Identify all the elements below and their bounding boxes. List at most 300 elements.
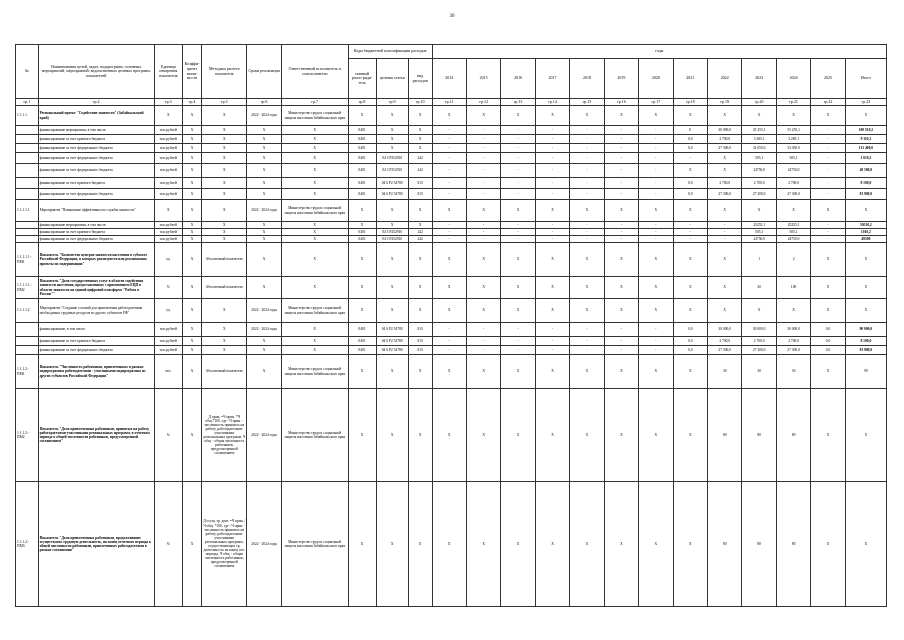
table-cell: X <box>408 482 432 607</box>
table-cell: - <box>604 189 638 200</box>
table-cell: X <box>708 299 742 323</box>
table-cell: - <box>535 164 569 178</box>
table-cell: - <box>466 189 500 200</box>
table-cell: - <box>501 189 535 200</box>
table-cell: X <box>202 106 247 126</box>
table-cell: 50510,2 <box>845 222 886 229</box>
table-cell: 04 3 P252910 <box>376 236 408 243</box>
table-cell: X <box>202 153 247 164</box>
header-year: 2014 <box>432 59 466 99</box>
table-cell: X <box>535 355 569 389</box>
column-number: гр.16 <box>604 99 638 106</box>
table-cell: 813 <box>408 346 432 355</box>
table-cell: 49500 <box>845 236 886 243</box>
table-cell: X <box>376 106 408 126</box>
table-cell: - <box>535 178 569 189</box>
table-cell: 2 700,0 <box>708 337 742 346</box>
table-cell: X <box>182 389 201 482</box>
table-cell: - <box>432 323 466 337</box>
table-cell: - <box>466 222 500 229</box>
table-cell: - <box>535 323 569 337</box>
table-cell: - <box>432 346 466 355</box>
table-cell: X <box>673 200 707 222</box>
table-cell: X <box>432 243 466 277</box>
table-cell: 0,0 <box>673 337 707 346</box>
table-cell: 242 <box>408 153 432 164</box>
table-cell: X <box>570 482 604 607</box>
table-cell: X <box>348 299 376 323</box>
table-cell: X <box>247 189 281 200</box>
table-cell: - <box>432 153 466 164</box>
table-cell: - <box>604 222 638 229</box>
row-code: 1.1.1.2.- ПМ1 <box>16 355 39 389</box>
table-cell: - <box>535 189 569 200</box>
table-cell: - <box>535 135 569 144</box>
table-cell: X <box>247 222 281 229</box>
table-cell: - <box>535 126 569 135</box>
table-cell: X <box>247 277 281 299</box>
table-cell: X <box>811 299 845 323</box>
header-year: 2017 <box>535 59 569 99</box>
table-cell: 0401 <box>348 346 376 355</box>
table-cell: 30 000,0 <box>708 126 742 135</box>
column-number: гр.22 <box>811 99 845 106</box>
table-cell: 505,1 <box>742 153 776 164</box>
table-cell: X <box>501 200 535 222</box>
table-row <box>16 144 887 153</box>
header-year: 2019 <box>604 59 638 99</box>
table-cell: тыс.рублей <box>154 222 182 229</box>
table-cell: 2022 - 2024 годы <box>247 106 281 126</box>
table-cell: X <box>673 277 707 299</box>
table-cell: 80 <box>776 482 810 607</box>
table-cell: 0401 <box>348 135 376 144</box>
table-cell: X <box>604 106 638 126</box>
table-cell: 90 <box>845 355 886 389</box>
table-cell: 27 300,0 <box>776 189 810 200</box>
table-cell: - <box>639 153 673 164</box>
table-cell: 3 285,1 <box>776 135 810 144</box>
table-cell: 242 <box>408 236 432 243</box>
table-cell: - <box>466 144 500 153</box>
column-number: гр.13 <box>501 99 535 106</box>
table-cell: - <box>604 346 638 355</box>
table-cell: X <box>811 482 845 607</box>
table-cell: 27 300,0 <box>742 189 776 200</box>
row-name: Мероприятие "Повышение эффективности службы занятости" <box>38 200 154 222</box>
table-cell: тыс.рублей <box>154 178 182 189</box>
table-cell: X <box>776 299 810 323</box>
table-cell: - <box>604 178 638 189</box>
column-number: гр.18 <box>673 99 707 106</box>
table-cell: X <box>466 389 500 482</box>
table-row <box>16 135 887 144</box>
table-cell: X <box>639 200 673 222</box>
table-cell: X <box>154 200 182 222</box>
header-year: 2020 <box>639 59 673 99</box>
table-cell: X <box>348 106 376 126</box>
header-year: 2024 <box>776 59 810 99</box>
column-number: гр.2 <box>38 99 154 106</box>
table-cell: X <box>432 355 466 389</box>
table-cell: 20 <box>742 277 776 299</box>
table-cell: Абсолютный показатель <box>202 243 247 277</box>
table-cell: X <box>376 389 408 482</box>
table-cell: X <box>348 200 376 222</box>
table-cell: X <box>811 200 845 222</box>
table-cell: - <box>535 346 569 355</box>
table-cell: - <box>466 323 500 337</box>
table-cell: X <box>742 106 776 126</box>
table-cell: X <box>466 277 500 299</box>
table-cell: X <box>202 236 247 243</box>
table-cell: - <box>432 337 466 346</box>
table-cell: X <box>639 243 673 277</box>
table-cell: - <box>639 337 673 346</box>
row-code <box>16 153 39 164</box>
table-cell: - <box>501 126 535 135</box>
table-row <box>16 277 887 299</box>
table-cell: 2 700,0 <box>742 178 776 189</box>
row-code: 1.1.1.2.- ПМ3 <box>16 482 39 607</box>
table-cell: X <box>376 277 408 299</box>
table-cell: X <box>348 355 376 389</box>
table-cell: - <box>432 135 466 144</box>
header-year: 2022 <box>708 59 742 99</box>
row-name: финансирование за счет федерального бюджета <box>38 236 154 243</box>
table-cell: - <box>501 178 535 189</box>
row-code: 1.1.1.1. <box>16 106 39 126</box>
table-cell: - <box>570 323 604 337</box>
table-cell: X <box>281 144 348 153</box>
table-cell: X <box>348 243 376 277</box>
table-cell: X <box>408 135 432 144</box>
table-cell: % <box>154 389 182 482</box>
table-cell: 0,0 <box>673 135 707 144</box>
table-cell: X <box>247 229 281 236</box>
table-cell: X <box>466 243 500 277</box>
table-cell: X <box>247 346 281 355</box>
table-cell: X <box>708 277 742 299</box>
table-header <box>16 45 887 99</box>
table-cell: 2 700,0 <box>742 337 776 346</box>
header-year: 2025 <box>811 59 845 99</box>
table-cell: X <box>639 355 673 389</box>
table-cell: X <box>501 243 535 277</box>
table-cell: - <box>604 153 638 164</box>
table-cell: X <box>466 355 500 389</box>
table-cell: X <box>281 135 348 144</box>
header-year: 2018 <box>570 59 604 99</box>
table-cell: 2 700,0 <box>708 178 742 189</box>
table-cell: - <box>570 178 604 189</box>
table-cell: 0401 <box>348 178 376 189</box>
table-cell: - <box>535 222 569 229</box>
row-name: финансирование за счет краевого бюджета <box>38 229 154 236</box>
table-cell: X <box>182 135 201 144</box>
table-cell: - <box>466 153 500 164</box>
table-cell: Д осущ. тр. деят. =Ч прин. / Ч общ. *100, где - Ч прин. - численность принятых на работу, работодателями-участниками региональных программ, осуществляющих тр. деятельность на конец отч. периода, Ч общ. - общая численность работников, предусмотренной соглашением <box>202 482 247 607</box>
table-cell: - <box>501 164 535 178</box>
column-number: гр.21 <box>776 99 810 106</box>
row-name: финансирование за счет краевого бюджета <box>38 135 154 144</box>
table-cell: X <box>408 277 432 299</box>
table-cell: 24750,0 <box>742 164 776 178</box>
table-cell: X <box>432 106 466 126</box>
table-cell: 0 <box>673 126 707 135</box>
table-cell: X <box>673 482 707 607</box>
header-year: 2016 <box>501 59 535 99</box>
table-cell: X <box>811 389 845 482</box>
table-cell: X <box>673 243 707 277</box>
column-number: гр.20 <box>742 99 776 106</box>
table-cell: 2022 - 2024 годы <box>247 200 281 222</box>
table-cell: - <box>570 164 604 178</box>
table-cell: 0401 <box>348 164 376 178</box>
table-cell: - <box>432 126 466 135</box>
table-cell: - <box>604 126 638 135</box>
table-cell: ед. <box>154 299 182 323</box>
table-cell: 27 300,0 <box>708 144 742 153</box>
table-cell: - <box>501 229 535 236</box>
table-cell: - <box>501 323 535 337</box>
table-cell: 80 <box>742 389 776 482</box>
row-name: финансирование за счет федерального бюджета <box>38 164 154 178</box>
table-row <box>16 164 887 178</box>
table-cell: - <box>811 135 845 144</box>
table-cell: - <box>639 164 673 178</box>
table-cell: X <box>247 164 281 178</box>
table-row <box>16 200 887 222</box>
table-cell: 505,1 <box>776 229 810 236</box>
table-cell: - <box>604 236 638 243</box>
table-cell: X <box>376 482 408 607</box>
table-cell: 0,0 <box>673 144 707 153</box>
table-cell: 81 900,0 <box>845 346 886 355</box>
table-cell: % <box>154 277 182 299</box>
table-cell: - <box>466 337 500 346</box>
table-cell: - <box>639 323 673 337</box>
row-name: финансирование за счет федерального бюджета <box>38 144 154 153</box>
table-cell: 813 <box>408 337 432 346</box>
table-cell: X <box>570 106 604 126</box>
table-cell: - <box>466 229 500 236</box>
table-cell: - <box>466 236 500 243</box>
column-number: гр.6 <box>247 99 281 106</box>
table-cell: - <box>639 229 673 236</box>
table-cell: X <box>182 178 201 189</box>
table-cell: - <box>570 337 604 346</box>
table-cell: X <box>570 355 604 389</box>
table-cell: X <box>432 482 466 607</box>
column-number: гр.15 <box>570 99 604 106</box>
table-cell: X <box>673 164 707 178</box>
table-cell: - <box>535 337 569 346</box>
table-cell: - <box>673 222 707 229</box>
table-cell: X <box>570 299 604 323</box>
table-cell: 2022 - 2024 годы <box>247 482 281 607</box>
table-cell: X <box>501 355 535 389</box>
table-cell: 32 050,0 <box>742 144 776 153</box>
row-name: финансирование за счет краевого бюджета <box>38 178 154 189</box>
table-cell: - <box>604 164 638 178</box>
table-cell: X <box>535 299 569 323</box>
table-cell: 0401 <box>348 229 376 236</box>
table-cell: X <box>604 299 638 323</box>
table-cell: X <box>408 144 432 153</box>
row-code <box>16 222 39 229</box>
table-cell: тыс.рублей <box>154 229 182 236</box>
row-code <box>16 323 39 337</box>
table-cell: 9 110,2 <box>845 135 886 144</box>
table-cell: 8 100,0 <box>845 178 886 189</box>
table-cell: 04 3 P252910 <box>376 153 408 164</box>
table-cell: X <box>281 178 348 189</box>
table-cell: 100 <box>776 277 810 299</box>
table-cell: - <box>570 222 604 229</box>
table-cell: Министерство труда и социальной защиты населения Забайкальского края <box>281 299 348 323</box>
table-cell: X <box>281 337 348 346</box>
table-cell: 49 500,0 <box>845 164 886 178</box>
table-cell: X <box>376 222 408 229</box>
table-cell: 0,0 <box>673 178 707 189</box>
table-cell: - <box>432 189 466 200</box>
table-cell: 30 <box>742 355 776 389</box>
table-cell: 1 <box>742 243 776 277</box>
table-cell: X <box>708 164 742 178</box>
table-cell: 24750,0 <box>776 164 810 178</box>
row-name: финансирование мероприятия, в том числе: <box>38 126 154 135</box>
table-cell: X <box>845 299 886 323</box>
row-code <box>16 229 39 236</box>
table-cell: X <box>466 200 500 222</box>
row-code <box>16 164 39 178</box>
column-number: гр.3 <box>154 99 182 106</box>
table-cell: X <box>281 346 348 355</box>
table-cell: X <box>202 135 247 144</box>
header-kbk-type: вид расходов <box>408 59 432 99</box>
table-cell: 27 300,0 <box>776 346 810 355</box>
table-cell: 2 700,0 <box>776 178 810 189</box>
table-cell: X <box>182 229 201 236</box>
table-cell: X <box>535 200 569 222</box>
table-cell: X <box>202 189 247 200</box>
table-cell: 2 700,0 <box>708 135 742 144</box>
row-code <box>16 178 39 189</box>
column-number: гр.7 <box>281 99 348 106</box>
table-cell: 8 100,0 <box>845 337 886 346</box>
table-cell: X <box>182 299 201 323</box>
column-number: гр.10 <box>408 99 432 106</box>
table-cell: - <box>466 164 500 178</box>
table-cell: 813 <box>408 178 432 189</box>
column-number: гр.1 <box>16 99 39 106</box>
table-cell: 0401 <box>348 323 376 337</box>
table-cell: X <box>247 135 281 144</box>
table-cell: X <box>182 153 201 164</box>
table-cell: - <box>466 126 500 135</box>
table-cell: Министерство труда и социальной защиты населения Забайкальского края <box>281 389 348 482</box>
table-cell: X <box>182 126 201 135</box>
table-cell: 0401 <box>348 337 376 346</box>
table-cell: 100 510,2 <box>845 126 886 135</box>
table-cell: - <box>811 229 845 236</box>
header-kbk-article: целевая статья <box>376 59 408 99</box>
table-cell: - <box>570 153 604 164</box>
table-cell: X <box>182 277 201 299</box>
table-cell: - <box>811 153 845 164</box>
table-cell: 242 <box>408 229 432 236</box>
table-cell: 0,0 <box>673 323 707 337</box>
table-cell: X <box>281 164 348 178</box>
table-cell: X <box>845 389 886 482</box>
table-cell: - <box>570 346 604 355</box>
table-cell: - <box>570 135 604 144</box>
table-cell: X <box>202 200 247 222</box>
table-cell: - <box>466 346 500 355</box>
table-cell: - <box>432 229 466 236</box>
table-cell: X <box>408 200 432 222</box>
table-row <box>16 236 887 243</box>
table-cell: X <box>570 277 604 299</box>
table-cell: X <box>202 337 247 346</box>
table-cell: тыс.рублей <box>154 346 182 355</box>
table-cell: 04 6 P2 54780 <box>376 178 408 189</box>
table-cell: X <box>845 106 886 126</box>
table-cell: - <box>466 178 500 189</box>
table-cell: X <box>202 299 247 323</box>
table-cell: - <box>639 178 673 189</box>
table-cell: - <box>639 236 673 243</box>
table-cell: 0401 <box>348 236 376 243</box>
table-cell: X <box>182 236 201 243</box>
table-cell: X <box>182 222 201 229</box>
row-code: 1.1.1.1.1.- ПМ1 <box>16 243 39 277</box>
table-cell: - <box>570 229 604 236</box>
table-cell: X <box>154 106 182 126</box>
table-row <box>16 222 887 229</box>
column-number: гр.12 <box>466 99 500 106</box>
table-cell: 04 3 P252910 <box>376 229 408 236</box>
table-cell: X <box>501 482 535 607</box>
table-cell: - <box>501 222 535 229</box>
table-cell: 80 <box>742 482 776 607</box>
row-name: Показатель "Доля привлеченных работников, продолживших осуществлять трудовую деятельность, на конец отчетного периода к общей численности работников, привлеченных работодателями в рамках соглашения" <box>38 482 154 607</box>
table-cell: X <box>281 189 348 200</box>
table-cell: 813 <box>408 189 432 200</box>
row-name: Показатель "Численность работников, привлеченных в рамках подпрограммы работодателями - участниками подпрограммы из других субъектов Российской Федерации" <box>38 355 154 389</box>
table-cell: Абсолютный показатель <box>202 277 247 299</box>
table-row <box>16 153 887 164</box>
table-cell: - <box>535 153 569 164</box>
table-cell: X <box>639 299 673 323</box>
table-cell: - <box>570 189 604 200</box>
table-cell: - <box>432 222 466 229</box>
column-number: гр.14 <box>535 99 569 106</box>
table-cell: Д прин. =Ч прин. *Ч общ.*100, где - Ч прин. - численность принятых на работу, работодателями-участниками региональных программ, Ч общ. - общая численность работников, предусмотренной соглашением <box>202 389 247 482</box>
table-row <box>16 389 887 482</box>
row-name: Показатель "Количество центров занятости населения в субъекте Российской Федерации, в которых реализуются или реализованы проекты по модернизации" <box>38 243 154 277</box>
table-cell: 24750,0 <box>742 236 776 243</box>
table-row <box>16 229 887 236</box>
table-cell: X <box>501 299 535 323</box>
table-cell: 2022 - 2024 годы <box>247 389 281 482</box>
table-cell: 30 <box>708 355 742 389</box>
row-name: Показатель "Доля государственных услуг в области содействия занятости населения, предоставленных с применением ЕЦП в области занятости на единой цифровой платформе "Работа в России"" <box>38 277 154 299</box>
table-cell: 2 <box>776 243 810 277</box>
row-code <box>16 126 39 135</box>
table-cell: - <box>501 135 535 144</box>
